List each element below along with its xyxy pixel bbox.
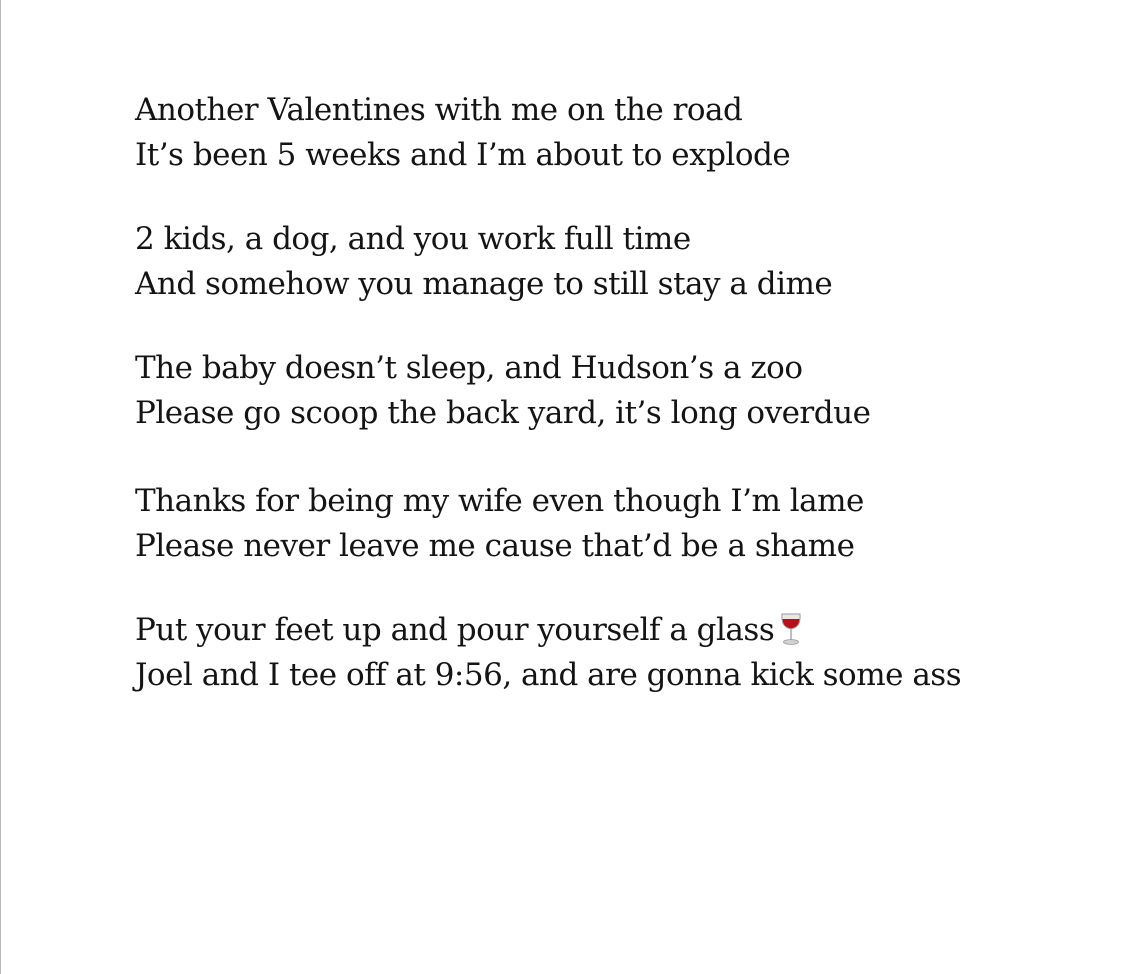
stanza-3 (135, 346, 1095, 436)
poem-line: Joel and I tee off at 9:56, and are gonna kick some ass (135, 657, 962, 693)
poem-body (135, 88, 1095, 737)
stanza-1 (135, 88, 1095, 178)
stanza-2 (135, 217, 1095, 307)
poem-line: 2 kids, a dog, and you work full time (135, 221, 691, 257)
poem-line: It’s been 5 weeks and I’m about to explode (135, 137, 791, 173)
poem-line: Another Valentines with me on the road (135, 92, 743, 128)
poem-line-text: Put your feet up and pour yourself a glass (135, 612, 775, 648)
stanza-4 (135, 479, 1095, 569)
poem-line: Please go scoop the back yard, it’s long overdue (135, 395, 871, 431)
stanza-5 (135, 608, 1095, 698)
poem-line-with-icon (135, 608, 1095, 653)
poem-line: Thanks for being my wife even though I’m lame (135, 483, 864, 519)
poem-line: And somehow you manage to still stay a dime (135, 266, 833, 302)
poem-line: Please never leave me cause that’d be a shame (135, 528, 855, 564)
wine-glass-icon (778, 612, 804, 659)
poem-line: The baby doesn’t sleep, and Hudson’s a zoo (135, 350, 803, 386)
